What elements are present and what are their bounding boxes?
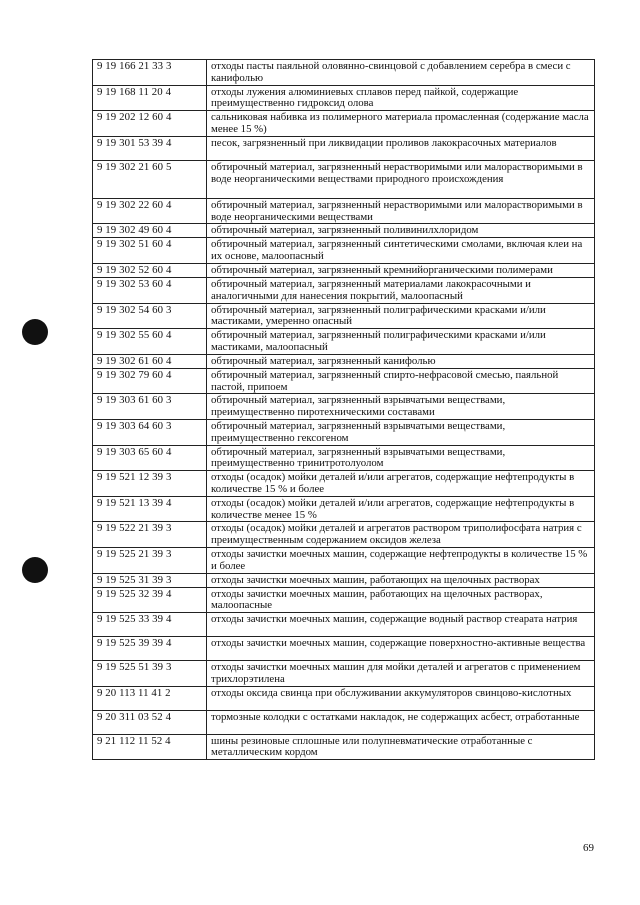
table-row xyxy=(93,85,595,111)
waste-description-cell: обтирочный материал, загрязненный нерастворимыми или малорастворимыми в воде неорганическими веществами xyxy=(207,198,595,224)
page-number: 69 xyxy=(583,842,594,854)
waste-codes-table xyxy=(92,59,595,760)
waste-description-cell: обтирочный материал, загрязненный нерастворимыми или малорастворимыми в воде неорганическими веществами природного происхождения xyxy=(207,160,595,198)
waste-code-cell: 9 19 525 39 39 4 xyxy=(93,637,207,661)
waste-description-cell: обтирочный материал, загрязненный синтетическими смолами, включая клеи на их основе, малоопасный xyxy=(207,238,595,264)
table-row xyxy=(93,419,595,445)
waste-description-cell: тормозные колодки с остатками накладок, не содержащих асбест, отработанные xyxy=(207,710,595,734)
table-row xyxy=(93,111,595,137)
waste-code-cell: 9 19 525 32 39 4 xyxy=(93,587,207,613)
waste-description-cell: сальниковая набивка из полимерного материала промасленная (содержание масла менее 15 %) xyxy=(207,111,595,137)
waste-code-cell: 9 20 113 11 41 2 xyxy=(93,686,207,710)
table-row xyxy=(93,661,595,687)
table-row xyxy=(93,734,595,760)
waste-description-cell: отходы зачистки моечных машин, работающих на щелочных растворах xyxy=(207,573,595,587)
waste-description-cell: отходы (осадок) мойки деталей и агрегатов раствором триполифосфата натрия с преимущественным содержанием оксидов железа xyxy=(207,522,595,548)
table-row xyxy=(93,263,595,277)
table-row xyxy=(93,329,595,355)
table-row xyxy=(93,136,595,160)
punch-hole xyxy=(22,319,48,345)
waste-description-cell: обтирочный материал, загрязненный полиграфическими красками и/или мастиками, малоопасный xyxy=(207,329,595,355)
waste-description-cell: обтирочный материал, загрязненный полиграфическими красками и/или мастиками, умеренно опасный xyxy=(207,303,595,329)
waste-description-cell: обтирочный материал, загрязненный канифолью xyxy=(207,354,595,368)
waste-description-cell: шины резиновые сплошные или полупневматические отработанные с металлическим кордом xyxy=(207,734,595,760)
waste-code-cell: 9 19 302 21 60 5 xyxy=(93,160,207,198)
waste-code-cell: 9 19 525 21 39 3 xyxy=(93,547,207,573)
waste-code-cell: 9 21 112 11 52 4 xyxy=(93,734,207,760)
waste-code-cell: 9 20 311 03 52 4 xyxy=(93,710,207,734)
waste-code-cell: 9 19 302 52 60 4 xyxy=(93,263,207,277)
table-row xyxy=(93,60,595,86)
table-row xyxy=(93,224,595,238)
waste-code-cell: 9 19 302 22 60 4 xyxy=(93,198,207,224)
waste-code-cell: 9 19 302 53 60 4 xyxy=(93,277,207,303)
table-row xyxy=(93,368,595,394)
waste-description-cell: отходы пасты паяльной оловянно-свинцовой с добавлением серебра в смеси с канифолью xyxy=(207,60,595,86)
waste-code-cell: 9 19 303 61 60 3 xyxy=(93,394,207,420)
table-row xyxy=(93,637,595,661)
waste-description-cell: обтирочный материал, загрязненный взрывчатыми веществами, преимущественно тринитротолуолом xyxy=(207,445,595,471)
table-row xyxy=(93,471,595,497)
waste-code-cell: 9 19 303 64 60 3 xyxy=(93,419,207,445)
table-row xyxy=(93,198,595,224)
waste-code-cell: 9 19 301 53 39 4 xyxy=(93,136,207,160)
waste-code-cell: 9 19 521 13 39 4 xyxy=(93,496,207,522)
waste-code-cell: 9 19 525 51 39 3 xyxy=(93,661,207,687)
waste-code-cell: 9 19 302 51 60 4 xyxy=(93,238,207,264)
waste-description-cell: отходы зачистки моечных машин, работающих на щелочных растворах, малоопасные xyxy=(207,587,595,613)
table-row xyxy=(93,573,595,587)
waste-description-cell: отходы зачистки моечных машин, содержащие поверхностно-активные вещества xyxy=(207,637,595,661)
waste-description-cell: песок, загрязненный при ликвидации проливов лакокрасочных материалов xyxy=(207,136,595,160)
table-row xyxy=(93,522,595,548)
waste-description-cell: обтирочный материал, загрязненный материалами лакокрасочными и аналогичными для нанесения покрытий, малоопасный xyxy=(207,277,595,303)
table-row xyxy=(93,238,595,264)
waste-description-cell: отходы зачистки моечных машин, содержащие нефтепродукты в количестве 15 % и более xyxy=(207,547,595,573)
waste-description-cell: обтирочный материал, загрязненный поливинилхлоридом xyxy=(207,224,595,238)
waste-description-cell: отходы (осадок) мойки деталей и/или агрегатов, содержащие нефтепродукты в количестве менее 15 % xyxy=(207,496,595,522)
table-row xyxy=(93,613,595,637)
waste-code-cell: 9 19 525 31 39 3 xyxy=(93,573,207,587)
waste-description-cell: отходы зачистки моечных машин, содержащие водный раствор стеарата натрия xyxy=(207,613,595,637)
waste-description-cell: отходы зачистки моечных машин для мойки деталей и агрегатов с применением трихлорэтилена xyxy=(207,661,595,687)
table-row xyxy=(93,686,595,710)
waste-code-cell: 9 19 303 65 60 4 xyxy=(93,445,207,471)
punch-hole xyxy=(22,557,48,583)
waste-code-cell: 9 19 202 12 60 4 xyxy=(93,111,207,137)
waste-description-cell: отходы лужения алюминиевых сплавов перед пайкой, содержащие преимущественно гидроксид олова xyxy=(207,85,595,111)
table-row xyxy=(93,547,595,573)
table-row xyxy=(93,496,595,522)
waste-description-cell: обтирочный материал, загрязненный кремнийорганическими полимерами xyxy=(207,263,595,277)
table-row xyxy=(93,303,595,329)
table-row xyxy=(93,710,595,734)
waste-code-cell: 9 19 302 79 60 4 xyxy=(93,368,207,394)
waste-code-cell: 9 19 302 49 60 4 xyxy=(93,224,207,238)
waste-code-cell: 9 19 302 54 60 3 xyxy=(93,303,207,329)
waste-description-cell: отходы оксида свинца при обслуживании аккумуляторов свинцово-кислотных xyxy=(207,686,595,710)
waste-code-cell: 9 19 302 55 60 4 xyxy=(93,329,207,355)
waste-description-cell: обтирочный материал, загрязненный взрывчатыми веществами, преимущественно пиротехническими составами xyxy=(207,394,595,420)
waste-code-cell: 9 19 166 21 33 3 xyxy=(93,60,207,86)
waste-code-cell: 9 19 168 11 20 4 xyxy=(93,85,207,111)
table-row xyxy=(93,354,595,368)
table-row xyxy=(93,587,595,613)
waste-code-cell: 9 19 525 33 39 4 xyxy=(93,613,207,637)
table-row xyxy=(93,277,595,303)
waste-code-cell: 9 19 521 12 39 3 xyxy=(93,471,207,497)
table-row xyxy=(93,160,595,198)
waste-code-cell: 9 19 522 21 39 3 xyxy=(93,522,207,548)
table-row xyxy=(93,394,595,420)
waste-description-cell: обтирочный материал, загрязненный спирто-нефрасовой смесью, паяльной пастой, припоем xyxy=(207,368,595,394)
waste-description-cell: обтирочный материал, загрязненный взрывчатыми веществами, преимущественно гексогеном xyxy=(207,419,595,445)
waste-code-cell: 9 19 302 61 60 4 xyxy=(93,354,207,368)
waste-description-cell: отходы (осадок) мойки деталей и/или агрегатов, содержащие нефтепродукты в количестве 15 % и более xyxy=(207,471,595,497)
table-row xyxy=(93,445,595,471)
